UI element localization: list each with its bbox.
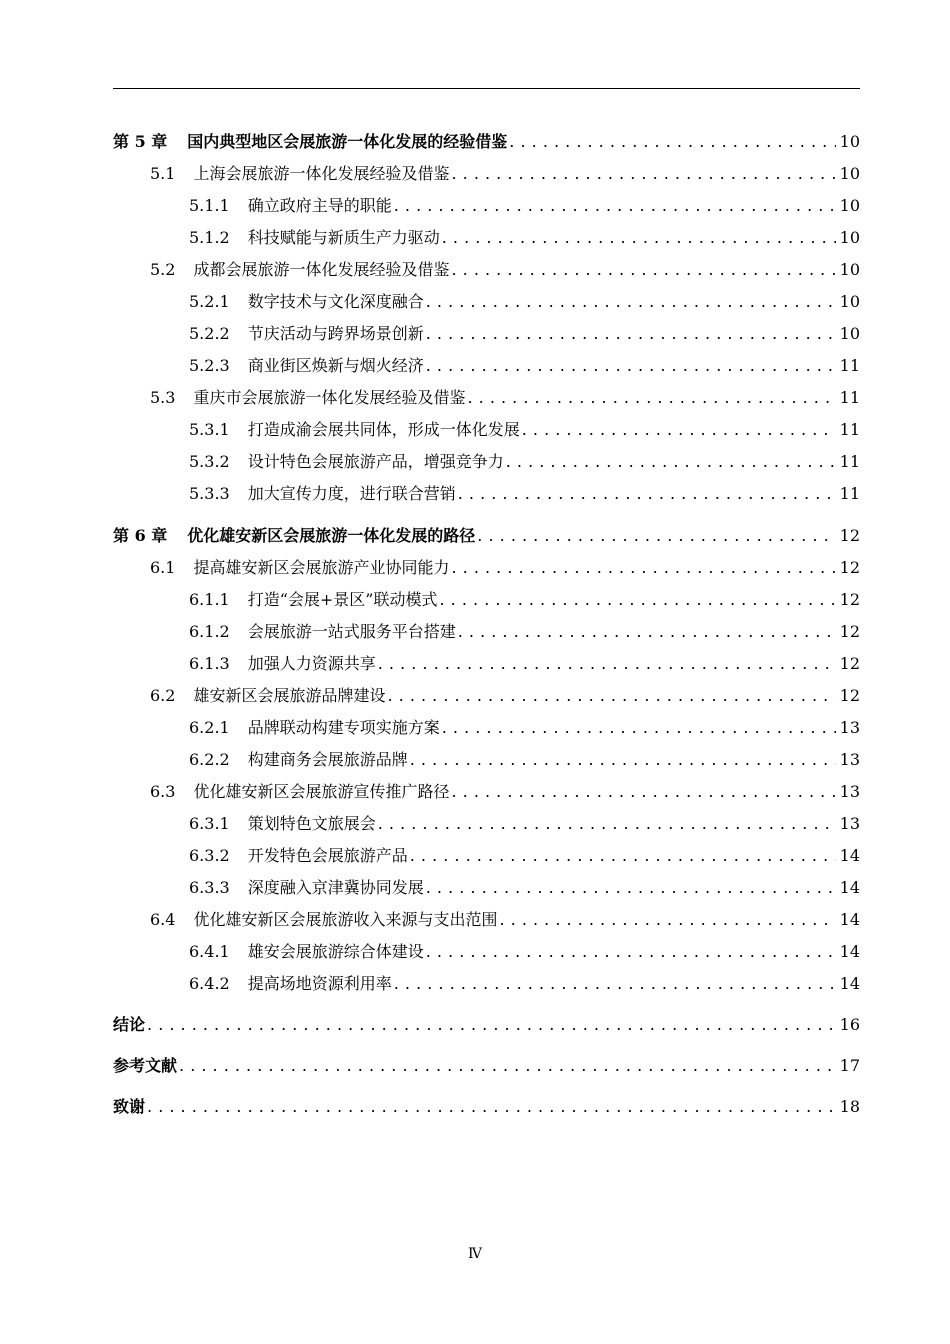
toc-entry-page: 14 bbox=[839, 942, 860, 961]
toc-entry[interactable] bbox=[113, 414, 860, 446]
toc-dot-leader bbox=[387, 680, 835, 712]
toc-entry[interactable] bbox=[113, 1091, 860, 1123]
toc-entry[interactable] bbox=[113, 382, 860, 414]
toc-entry-title: 优化雄安新区会展旅游宣传推广路径 bbox=[193, 782, 450, 801]
toc-entry[interactable] bbox=[113, 712, 860, 744]
toc-entry-page: 13 bbox=[839, 750, 860, 769]
toc-entry-page: 10 bbox=[839, 292, 860, 311]
toc-entry[interactable] bbox=[113, 968, 860, 1000]
toc-entry-number: 5.2 bbox=[150, 260, 176, 279]
toc-entry-number: 6.3.1 bbox=[189, 814, 230, 833]
toc-entry-title: 开发特色会展旅游产品 bbox=[247, 846, 408, 865]
toc-entry-page: 10 bbox=[839, 132, 860, 151]
toc-entry-title: 节庆活动与跨界场景创新 bbox=[247, 324, 424, 343]
toc-dot-leader bbox=[506, 446, 836, 478]
toc-entry-number: 第 5 章 bbox=[113, 132, 168, 151]
toc-entry-page: 11 bbox=[839, 356, 860, 375]
toc-entry-page: 10 bbox=[839, 164, 860, 183]
toc-entry-number: 5.3.3 bbox=[189, 484, 230, 503]
toc-entry[interactable] bbox=[113, 318, 860, 350]
toc-entry-title: 加大宣传力度，进行联合营销 bbox=[247, 484, 456, 503]
toc-entry[interactable] bbox=[113, 840, 860, 872]
toc-entry-number: 6.3.3 bbox=[189, 878, 230, 897]
toc-entry-title: 雄安新区会展旅游品牌建设 bbox=[193, 686, 386, 705]
toc-entry-number: 6.2 bbox=[150, 686, 176, 705]
toc-entry-title: 打造“会展+景区”联动模式 bbox=[247, 590, 438, 609]
toc-entry-title: 国内典型地区会展旅游一体化发展的经验借鉴 bbox=[187, 132, 508, 151]
toc-entry-page: 12 bbox=[839, 686, 860, 705]
toc-dot-leader bbox=[378, 808, 836, 840]
toc-dot-leader bbox=[451, 158, 835, 190]
toc-entry-number: 第 6 章 bbox=[113, 526, 168, 545]
toc-entry-number: 6.4.2 bbox=[189, 974, 230, 993]
toc-entry[interactable] bbox=[113, 648, 860, 680]
toc-entry[interactable] bbox=[113, 616, 860, 648]
toc-entry-page: 10 bbox=[839, 228, 860, 247]
toc-dot-leader bbox=[477, 520, 835, 552]
toc-dot-leader bbox=[179, 1050, 836, 1082]
toc-entry-page: 12 bbox=[839, 558, 860, 577]
toc-entry-page: 11 bbox=[839, 420, 860, 439]
toc-entry[interactable] bbox=[113, 936, 860, 968]
toc-entry[interactable] bbox=[113, 478, 860, 510]
toc-entry-number: 6.1.1 bbox=[189, 590, 230, 609]
toc-entry-title: 构建商务会展旅游品牌 bbox=[247, 750, 408, 769]
toc-dot-leader bbox=[458, 616, 836, 648]
toc-entry-title: 策划特色文旅展会 bbox=[247, 814, 376, 833]
toc-entry-number: 5.3.1 bbox=[189, 420, 230, 439]
toc-entry[interactable] bbox=[113, 584, 860, 616]
toc-entry-page: 12 bbox=[839, 590, 860, 609]
toc-dot-leader bbox=[410, 744, 836, 776]
toc-entry[interactable] bbox=[113, 286, 860, 318]
toc-entry-title: 提高场地资源利用率 bbox=[247, 974, 392, 993]
toc-dot-leader bbox=[394, 190, 836, 222]
toc-entry-page: 16 bbox=[839, 1015, 860, 1034]
toc-entry-page: 14 bbox=[839, 846, 860, 865]
toc-entry[interactable] bbox=[113, 744, 860, 776]
toc-entry-page: 18 bbox=[839, 1097, 860, 1116]
page-number: Ⅳ bbox=[468, 1246, 482, 1262]
toc-entry-page: 14 bbox=[839, 910, 860, 929]
toc-entry-title: 优化雄安新区会展旅游收入来源与支出范围 bbox=[193, 910, 498, 929]
toc-entry-title: 确立政府主导的职能 bbox=[247, 196, 392, 215]
toc-entry-page: 13 bbox=[839, 782, 860, 801]
toc-entry-page: 13 bbox=[839, 814, 860, 833]
toc-entry-number: 6.1 bbox=[150, 558, 176, 577]
toc-dot-leader bbox=[509, 126, 835, 158]
toc-entry-number: 6.2.2 bbox=[189, 750, 230, 769]
toc-entry-title: 结论 bbox=[113, 1015, 146, 1034]
toc-entry[interactable] bbox=[113, 776, 860, 808]
toc-dot-leader bbox=[378, 648, 836, 680]
table-of-contents bbox=[113, 126, 860, 1123]
toc-dot-leader bbox=[458, 478, 836, 510]
toc-dot-leader bbox=[147, 1091, 836, 1123]
toc-entry-number: 6.3.2 bbox=[189, 846, 230, 865]
toc-entry[interactable] bbox=[113, 350, 860, 382]
toc-entry-number: 5.1 bbox=[150, 164, 176, 183]
toc-entry-title: 打造成渝会展共同体，形成一体化发展 bbox=[247, 420, 520, 439]
toc-dot-leader bbox=[451, 254, 835, 286]
toc-entry-number: 6.2.1 bbox=[189, 718, 230, 737]
toc-entry[interactable] bbox=[113, 126, 860, 158]
toc-entry[interactable] bbox=[113, 520, 860, 552]
toc-dot-leader bbox=[426, 350, 836, 382]
toc-entry-title: 科技赋能与新质生产力驱动 bbox=[247, 228, 440, 247]
toc-entry[interactable] bbox=[113, 1009, 860, 1041]
toc-entry-page: 11 bbox=[839, 452, 860, 471]
toc-entry-title: 参考文献 bbox=[113, 1056, 178, 1075]
toc-entry[interactable] bbox=[113, 254, 860, 286]
toc-entry-title: 深度融入京津冀协同发展 bbox=[247, 878, 424, 897]
toc-entry-page: 12 bbox=[839, 526, 860, 545]
toc-entry-title: 品牌联动构建专项实施方案 bbox=[247, 718, 440, 737]
toc-entry-title: 商业街区焕新与烟火经济 bbox=[247, 356, 424, 375]
toc-dot-leader bbox=[147, 1009, 836, 1041]
toc-entry-number: 5.2.3 bbox=[189, 356, 230, 375]
toc-entry[interactable] bbox=[113, 222, 860, 254]
toc-entry[interactable] bbox=[113, 190, 860, 222]
toc-entry-number: 6.3 bbox=[150, 782, 176, 801]
toc-entry-number: 5.3 bbox=[150, 388, 176, 407]
toc-dot-leader bbox=[499, 904, 835, 936]
toc-entry[interactable] bbox=[113, 872, 860, 904]
toc-dot-leader bbox=[451, 776, 835, 808]
toc-entry-title: 优化雄安新区会展旅游一体化发展的路径 bbox=[187, 526, 476, 545]
toc-entry-title: 重庆市会展旅游一体化发展经验及借鉴 bbox=[193, 388, 466, 407]
toc-entry-number: 5.3.2 bbox=[189, 452, 230, 471]
toc-dot-leader bbox=[440, 584, 836, 616]
toc-entry[interactable] bbox=[113, 808, 860, 840]
toc-entry[interactable] bbox=[113, 158, 860, 190]
toc-dot-leader bbox=[426, 872, 836, 904]
toc-entry-page: 13 bbox=[839, 718, 860, 737]
toc-entry-page: 17 bbox=[839, 1056, 860, 1075]
toc-entry[interactable] bbox=[113, 552, 860, 584]
toc-entry-number: 6.1.2 bbox=[189, 622, 230, 641]
toc-entry-page: 11 bbox=[839, 388, 860, 407]
toc-entry-page: 14 bbox=[839, 974, 860, 993]
toc-dot-leader bbox=[426, 936, 836, 968]
toc-dot-leader bbox=[410, 840, 836, 872]
toc-entry-title: 数字技术与文化深度融合 bbox=[247, 292, 424, 311]
toc-entry[interactable] bbox=[113, 904, 860, 936]
toc-entry-page: 12 bbox=[839, 622, 860, 641]
toc-entry-title: 加强人力资源共享 bbox=[247, 654, 376, 673]
toc-entry-title: 成都会展旅游一体化发展经验及借鉴 bbox=[193, 260, 450, 279]
toc-entry-title: 致谢 bbox=[113, 1097, 146, 1116]
toc-dot-leader bbox=[522, 414, 836, 446]
toc-entry-title: 上海会展旅游一体化发展经验及借鉴 bbox=[193, 164, 450, 183]
toc-entry[interactable] bbox=[113, 680, 860, 712]
toc-entry-number: 5.1.2 bbox=[189, 228, 230, 247]
toc-entry-number: 6.4.1 bbox=[189, 942, 230, 961]
toc-dot-leader bbox=[426, 318, 836, 350]
toc-entry[interactable] bbox=[113, 446, 860, 478]
toc-entry-title: 会展旅游一站式服务平台搭建 bbox=[247, 622, 456, 641]
toc-entry-number: 6.1.3 bbox=[189, 654, 230, 673]
toc-entry-title: 雄安会展旅游综合体建设 bbox=[247, 942, 424, 961]
toc-dot-leader bbox=[442, 222, 836, 254]
toc-entry-title: 提高雄安新区会展旅游产业协同能力 bbox=[193, 558, 450, 577]
header-rule bbox=[113, 88, 860, 89]
toc-entry-page: 10 bbox=[839, 324, 860, 343]
toc-entry-number: 5.2.1 bbox=[189, 292, 230, 311]
toc-entry-page: 12 bbox=[839, 654, 860, 673]
toc-dot-leader bbox=[467, 382, 835, 414]
toc-entry-title: 设计特色会展旅游产品，增强竞争力 bbox=[247, 452, 504, 471]
toc-dot-leader bbox=[442, 712, 836, 744]
toc-entry-number: 5.1.1 bbox=[189, 196, 230, 215]
toc-dot-leader bbox=[426, 286, 836, 318]
toc-dot-leader bbox=[451, 552, 835, 584]
toc-entry-page: 14 bbox=[839, 878, 860, 897]
toc-entry-page: 10 bbox=[839, 196, 860, 215]
toc-entry-number: 6.4 bbox=[150, 910, 176, 929]
toc-entry-number: 5.2.2 bbox=[189, 324, 230, 343]
toc-entry-page: 10 bbox=[839, 260, 860, 279]
toc-entry-page: 11 bbox=[839, 484, 860, 503]
toc-dot-leader bbox=[394, 968, 836, 1000]
toc-entry[interactable] bbox=[113, 1050, 860, 1082]
